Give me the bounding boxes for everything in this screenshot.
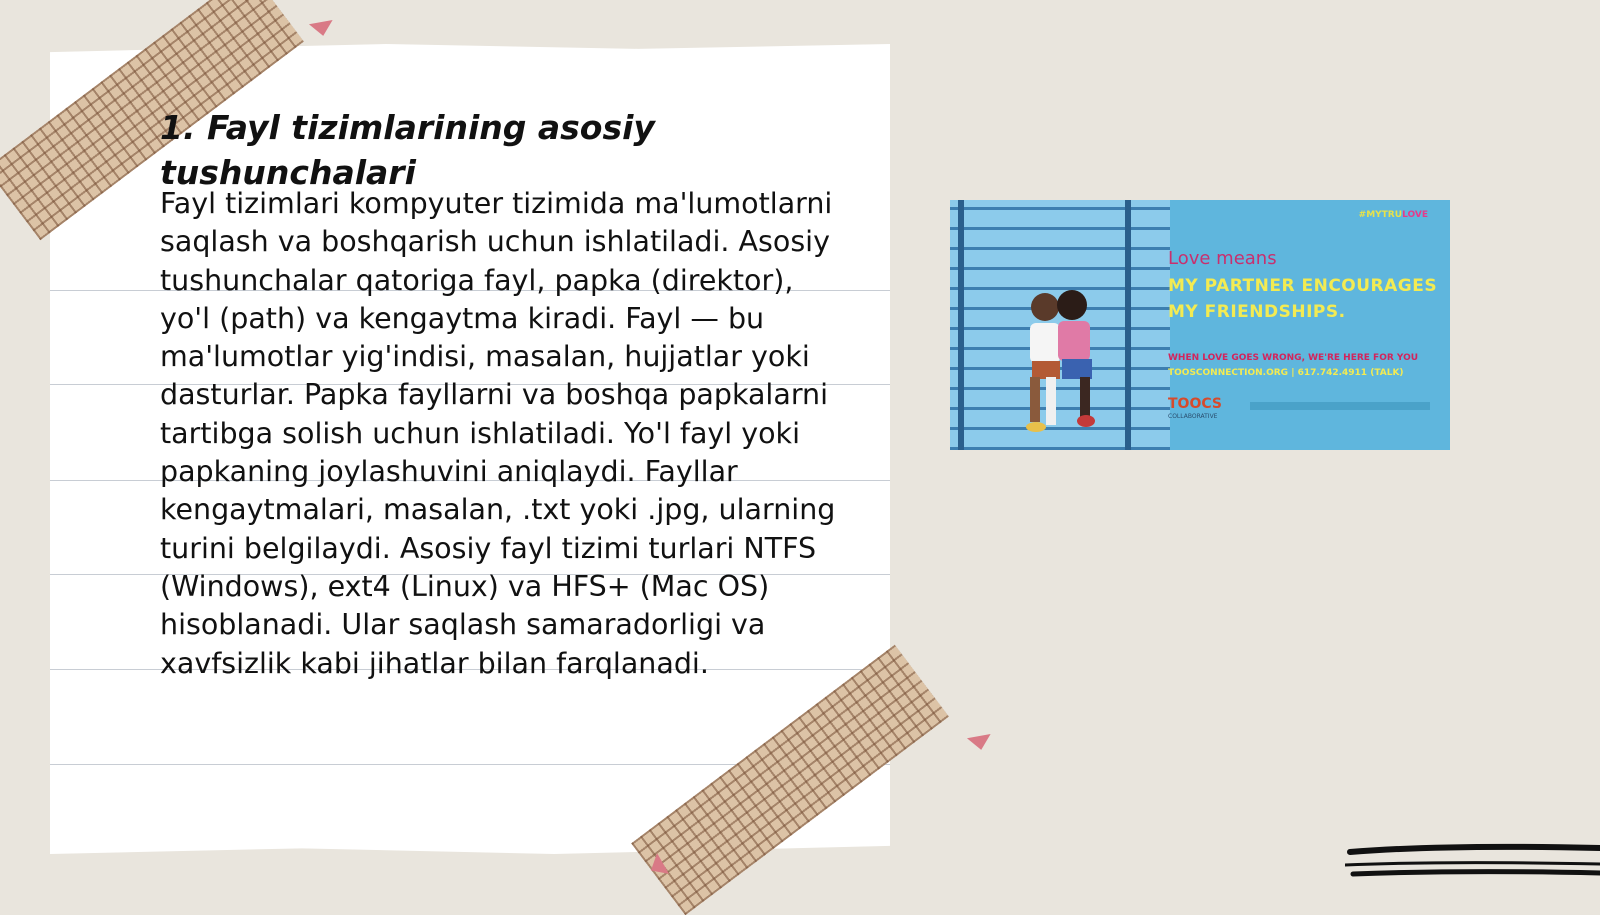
tape-end-mark <box>309 20 335 38</box>
slide-title: 1. Fayl tizimlarining asosiy tushunchalari <box>160 108 655 192</box>
stair-rail <box>958 200 964 450</box>
slide-body-text: Fayl tizimlari kompyuter tizimida ma'lumotlarni saqlash va boshqarish uchun ishlatiladi. Asosiy tushunchalar qatoriga fayl, papka (direktor), yo'l (path) va kengaytma kiradi. Fayl — bu ma'lumotlar yig'indisi, masalan, hujjatlar yoki dasturlar. Papka fayllarni va boshqa papkalarni tartibga solish uchun ishlatiladi. Yo'l fayl yoki papkaning joylashuvini aniqlaydi. Fayllar kengaytmalari, masalan, .txt yoki .jpg, ularning turini belgilaydi. Asosiy fayl tizimi turlari NTFS (Windows), ext4 (Linux) va HFS+ (Mac OS) hisoblanadi. Ular saqlash samaradorligi va xavfsizlik kabi jihatlar bilan farqlanadi. <box>160 187 836 680</box>
hashtag-label: #MYTRULOVE <box>1358 210 1428 220</box>
tape-end-mark <box>967 734 993 752</box>
poster-accent-bar <box>1250 402 1430 410</box>
campaign-poster-image <box>950 200 1450 450</box>
poster-help-line: WHEN LOVE GOES WRONG, WE'RE HERE FOR YOU <box>1168 353 1419 363</box>
poster-logo: TOOCS <box>1168 396 1222 412</box>
poster-headline: MY PARTNER ENCOURAGES MY FRIENDSHIPS. <box>1168 276 1438 322</box>
stair-rail <box>1125 200 1131 450</box>
brush-strokes-decoration <box>1345 840 1600 890</box>
poster-logo-subtitle: COLLABORATIVE <box>1168 413 1218 420</box>
love-means-text: Love means <box>1168 248 1277 269</box>
poster-contact-line: TOOSCONNECTION.ORG | 617.742.4911 (TALK) <box>1168 368 1404 378</box>
couple-illustration <box>1010 285 1120 435</box>
